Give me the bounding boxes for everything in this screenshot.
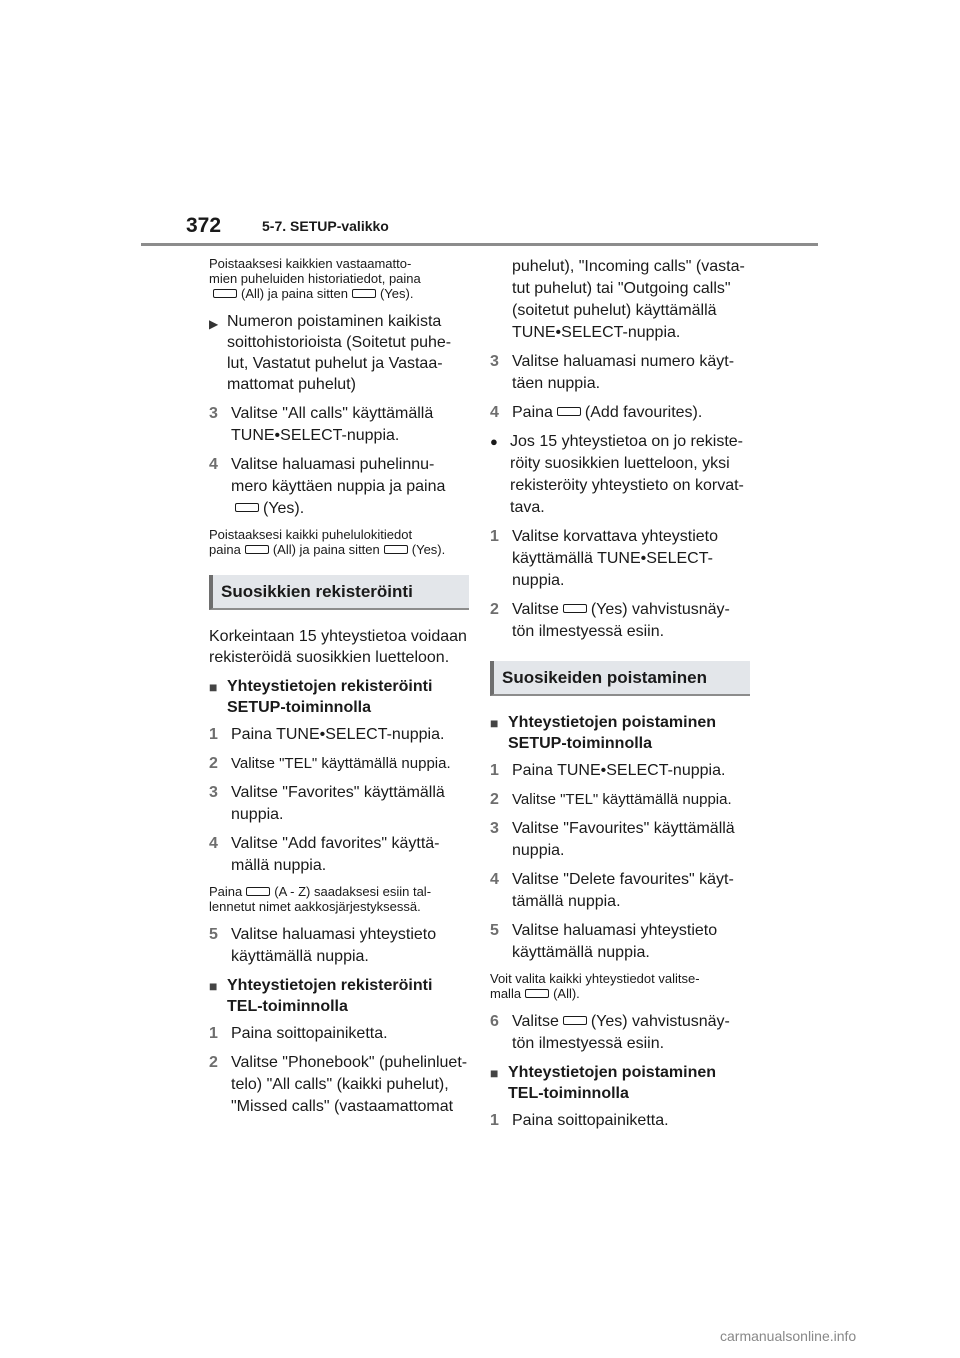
square-bullet-icon: ■ bbox=[490, 1065, 499, 1081]
step-text: Valitse "Phonebook" (puhelinluet-telo) "All calls" (kaikki puhelut), "Missed calls" (vastaamattomat bbox=[231, 1054, 468, 1115]
step-number: 1 bbox=[209, 1025, 218, 1042]
step-text-part: (Yes) vahvistusnäy-tön ilmestyessä esiin. bbox=[512, 601, 730, 640]
step-number: 4 bbox=[490, 871, 499, 888]
note-line: paina bbox=[209, 542, 241, 557]
watermark: carmanualsonline.info bbox=[720, 1328, 857, 1344]
note-line: Poistaaksesi kaikkien vastaamatto- bbox=[209, 256, 412, 271]
step-text bbox=[512, 599, 750, 643]
step bbox=[490, 526, 750, 592]
step-number: 3 bbox=[209, 784, 218, 801]
step-number: 3 bbox=[490, 820, 499, 837]
step-text bbox=[512, 1011, 750, 1055]
note-line: (A - Z) saadaksesi esiin tal- bbox=[274, 884, 432, 899]
step bbox=[490, 818, 750, 862]
step-number: 3 bbox=[490, 353, 499, 370]
step-text: Valitse "Add favorites" käyttä-mällä nuppia. bbox=[231, 835, 440, 874]
step bbox=[209, 454, 469, 520]
subsection-text: Numeron poistaminen kaikista soittohistorioista (Soitetut puhe-lut, Vastatut puhelut ja Vastaa-mattomat puhelut) bbox=[227, 313, 452, 393]
step-number: 2 bbox=[490, 791, 499, 808]
subheading bbox=[490, 1062, 750, 1104]
step bbox=[490, 760, 750, 782]
subheading-text: Yhteystietojen poistaminen SETUP-toiminnolla bbox=[508, 714, 717, 752]
note-line: Voit valita kaikki yhteystiedot valitse- bbox=[490, 971, 700, 986]
step-number: 5 bbox=[490, 922, 499, 939]
step-text: Valitse haluamasi yhteystieto käyttämällä nuppia. bbox=[512, 922, 718, 961]
subheading-text: Yhteystietojen poistaminen TEL-toiminnolla bbox=[508, 1064, 717, 1102]
step bbox=[490, 789, 750, 811]
note-line: (All). bbox=[553, 986, 580, 1001]
step-number: 1 bbox=[490, 528, 499, 545]
subheading-text: Yhteystietojen rekisteröinti TEL-toiminnolla bbox=[227, 977, 433, 1015]
step bbox=[490, 1011, 750, 1055]
step-text: Paina soittopainiketta. bbox=[231, 1025, 388, 1042]
button-icon bbox=[563, 1016, 587, 1025]
step-number: 1 bbox=[209, 726, 218, 743]
step-text: Valitse "TEL" käyttämällä nuppia. bbox=[512, 791, 732, 808]
step bbox=[490, 920, 750, 964]
step-number: 2 bbox=[490, 601, 499, 618]
note-line: (All) ja paina sitten bbox=[272, 542, 380, 557]
step-text-part: Valitse bbox=[512, 601, 559, 618]
subheading bbox=[490, 712, 750, 754]
step-text bbox=[231, 454, 469, 520]
button-icon bbox=[352, 289, 376, 298]
step-text-part: (Add favourites). bbox=[584, 404, 703, 421]
step-text: puhelut), "Incoming calls" (vasta-tut puhelut) tai "Outgoing calls" (soitetut puhelut) käyttämällä TUNE•SELECT-nuppia. bbox=[512, 258, 745, 341]
step-text-part: Valitse haluamasi puhelinnu-mero käyttäen nuppia ja paina bbox=[231, 456, 446, 495]
button-icon bbox=[245, 545, 269, 554]
button-icon bbox=[246, 887, 270, 896]
header-rule bbox=[141, 243, 818, 246]
bullet-text: Jos 15 yhteystietoa on jo rekiste-röity suosikkien luetteloon, yksi rekisteröity yhteystieto on korvat-tava. bbox=[510, 433, 744, 516]
section-banner-delete: Suosikeiden poistaminen bbox=[490, 661, 750, 696]
step bbox=[209, 1023, 469, 1045]
button-icon bbox=[525, 989, 549, 998]
step-text: Valitse "All calls" käyttämällä TUNE•SELECT-nuppia. bbox=[231, 405, 434, 444]
step bbox=[490, 402, 750, 424]
button-icon bbox=[384, 545, 408, 554]
step-number: 1 bbox=[490, 1112, 499, 1129]
step-text: Paina TUNE•SELECT-nuppia. bbox=[512, 762, 726, 779]
left-column bbox=[209, 256, 469, 1125]
note-a-z bbox=[209, 884, 469, 914]
note-delete-missed bbox=[209, 256, 469, 301]
button-icon bbox=[563, 604, 587, 613]
right-column bbox=[490, 256, 750, 1139]
button-icon bbox=[213, 289, 237, 298]
subheading-text: Yhteystietojen rekisteröinti SETUP-toiminnolla bbox=[227, 678, 433, 716]
note-line: Paina bbox=[209, 884, 243, 899]
step-text bbox=[512, 402, 750, 424]
subheading bbox=[209, 676, 469, 718]
note-delete-all bbox=[209, 527, 469, 557]
page-number: 372 bbox=[186, 214, 222, 237]
bullet-dot-icon: ● bbox=[490, 434, 498, 449]
step bbox=[209, 753, 469, 775]
section-banner-register: Suosikkien rekisteröinti bbox=[209, 575, 469, 610]
button-icon bbox=[235, 503, 259, 512]
step bbox=[209, 924, 469, 968]
bullet-item bbox=[490, 431, 750, 519]
step-text: Valitse "Delete favourites" käyt-tämällä nuppia. bbox=[512, 871, 734, 910]
square-bullet-icon: ■ bbox=[209, 679, 218, 695]
step-text-part: (Yes). bbox=[263, 500, 305, 517]
step-number: 4 bbox=[209, 835, 218, 852]
step-number: 4 bbox=[209, 456, 218, 473]
step-text: Valitse "TEL" käyttämällä nuppia. bbox=[231, 755, 451, 772]
intro-text: Korkeintaan 15 yhteystietoa voidaan rekisteröidä suosikkien luetteloon. bbox=[209, 628, 467, 666]
step bbox=[209, 403, 469, 447]
step-text: Paina TUNE•SELECT-nuppia. bbox=[231, 726, 445, 743]
step-text: Valitse "Favorites" käyttämällä nuppia. bbox=[231, 784, 445, 823]
step bbox=[490, 351, 750, 395]
step-number: 2 bbox=[209, 755, 218, 772]
step bbox=[209, 782, 469, 826]
note-line: (Yes). bbox=[379, 286, 414, 301]
step-number-empty bbox=[490, 256, 512, 344]
step-text: Valitse haluamasi numero käyt-täen nuppia. bbox=[512, 353, 735, 392]
step bbox=[209, 833, 469, 877]
note-line: malla bbox=[490, 986, 522, 1001]
step-text: Valitse "Favourites" käyttämällä nuppia. bbox=[512, 820, 735, 859]
step-text: Valitse korvattava yhteystieto käyttämällä TUNE•SELECT-nuppia. bbox=[512, 528, 719, 589]
subheading bbox=[209, 975, 469, 1017]
step-text: Valitse haluamasi yhteystieto käyttämällä nuppia. bbox=[231, 926, 437, 965]
step-continued bbox=[490, 256, 750, 344]
step-number: 2 bbox=[209, 1054, 218, 1071]
step-text-part: Valitse bbox=[512, 1013, 559, 1030]
step-number: 4 bbox=[490, 404, 499, 421]
square-bullet-icon: ■ bbox=[490, 715, 499, 731]
subsection-arrow-item bbox=[209, 311, 469, 395]
page-header bbox=[0, 0, 960, 250]
note-line: (Yes). bbox=[411, 542, 446, 557]
step bbox=[490, 1110, 750, 1132]
section-title: 5-7. SETUP-valikko bbox=[262, 218, 389, 234]
step-text-part: Paina bbox=[512, 404, 553, 421]
square-bullet-icon: ■ bbox=[209, 978, 218, 994]
step bbox=[490, 869, 750, 913]
step-text-part: (Yes) vahvistusnäy-tön ilmestyessä esiin. bbox=[512, 1013, 730, 1052]
step-number: 6 bbox=[490, 1013, 499, 1030]
note-line: lennetut nimet aakkosjärjestyksessä. bbox=[209, 899, 421, 914]
note-line: Poistaaksesi kaikki puhelulokitiedot bbox=[209, 527, 413, 542]
step bbox=[209, 1052, 469, 1118]
step bbox=[209, 724, 469, 746]
arrow-right-icon: ▶ bbox=[209, 317, 219, 331]
note-line: mien puheluiden historiatiedot, paina bbox=[209, 271, 421, 286]
note-select-all bbox=[490, 971, 750, 1001]
step-number: 5 bbox=[209, 926, 218, 943]
step-text: Paina soittopainiketta. bbox=[512, 1112, 669, 1129]
step-number: 3 bbox=[209, 405, 218, 422]
step bbox=[490, 599, 750, 643]
note-line: (All) ja paina sitten bbox=[241, 286, 348, 301]
step-number: 1 bbox=[490, 762, 499, 779]
button-icon bbox=[557, 407, 581, 416]
